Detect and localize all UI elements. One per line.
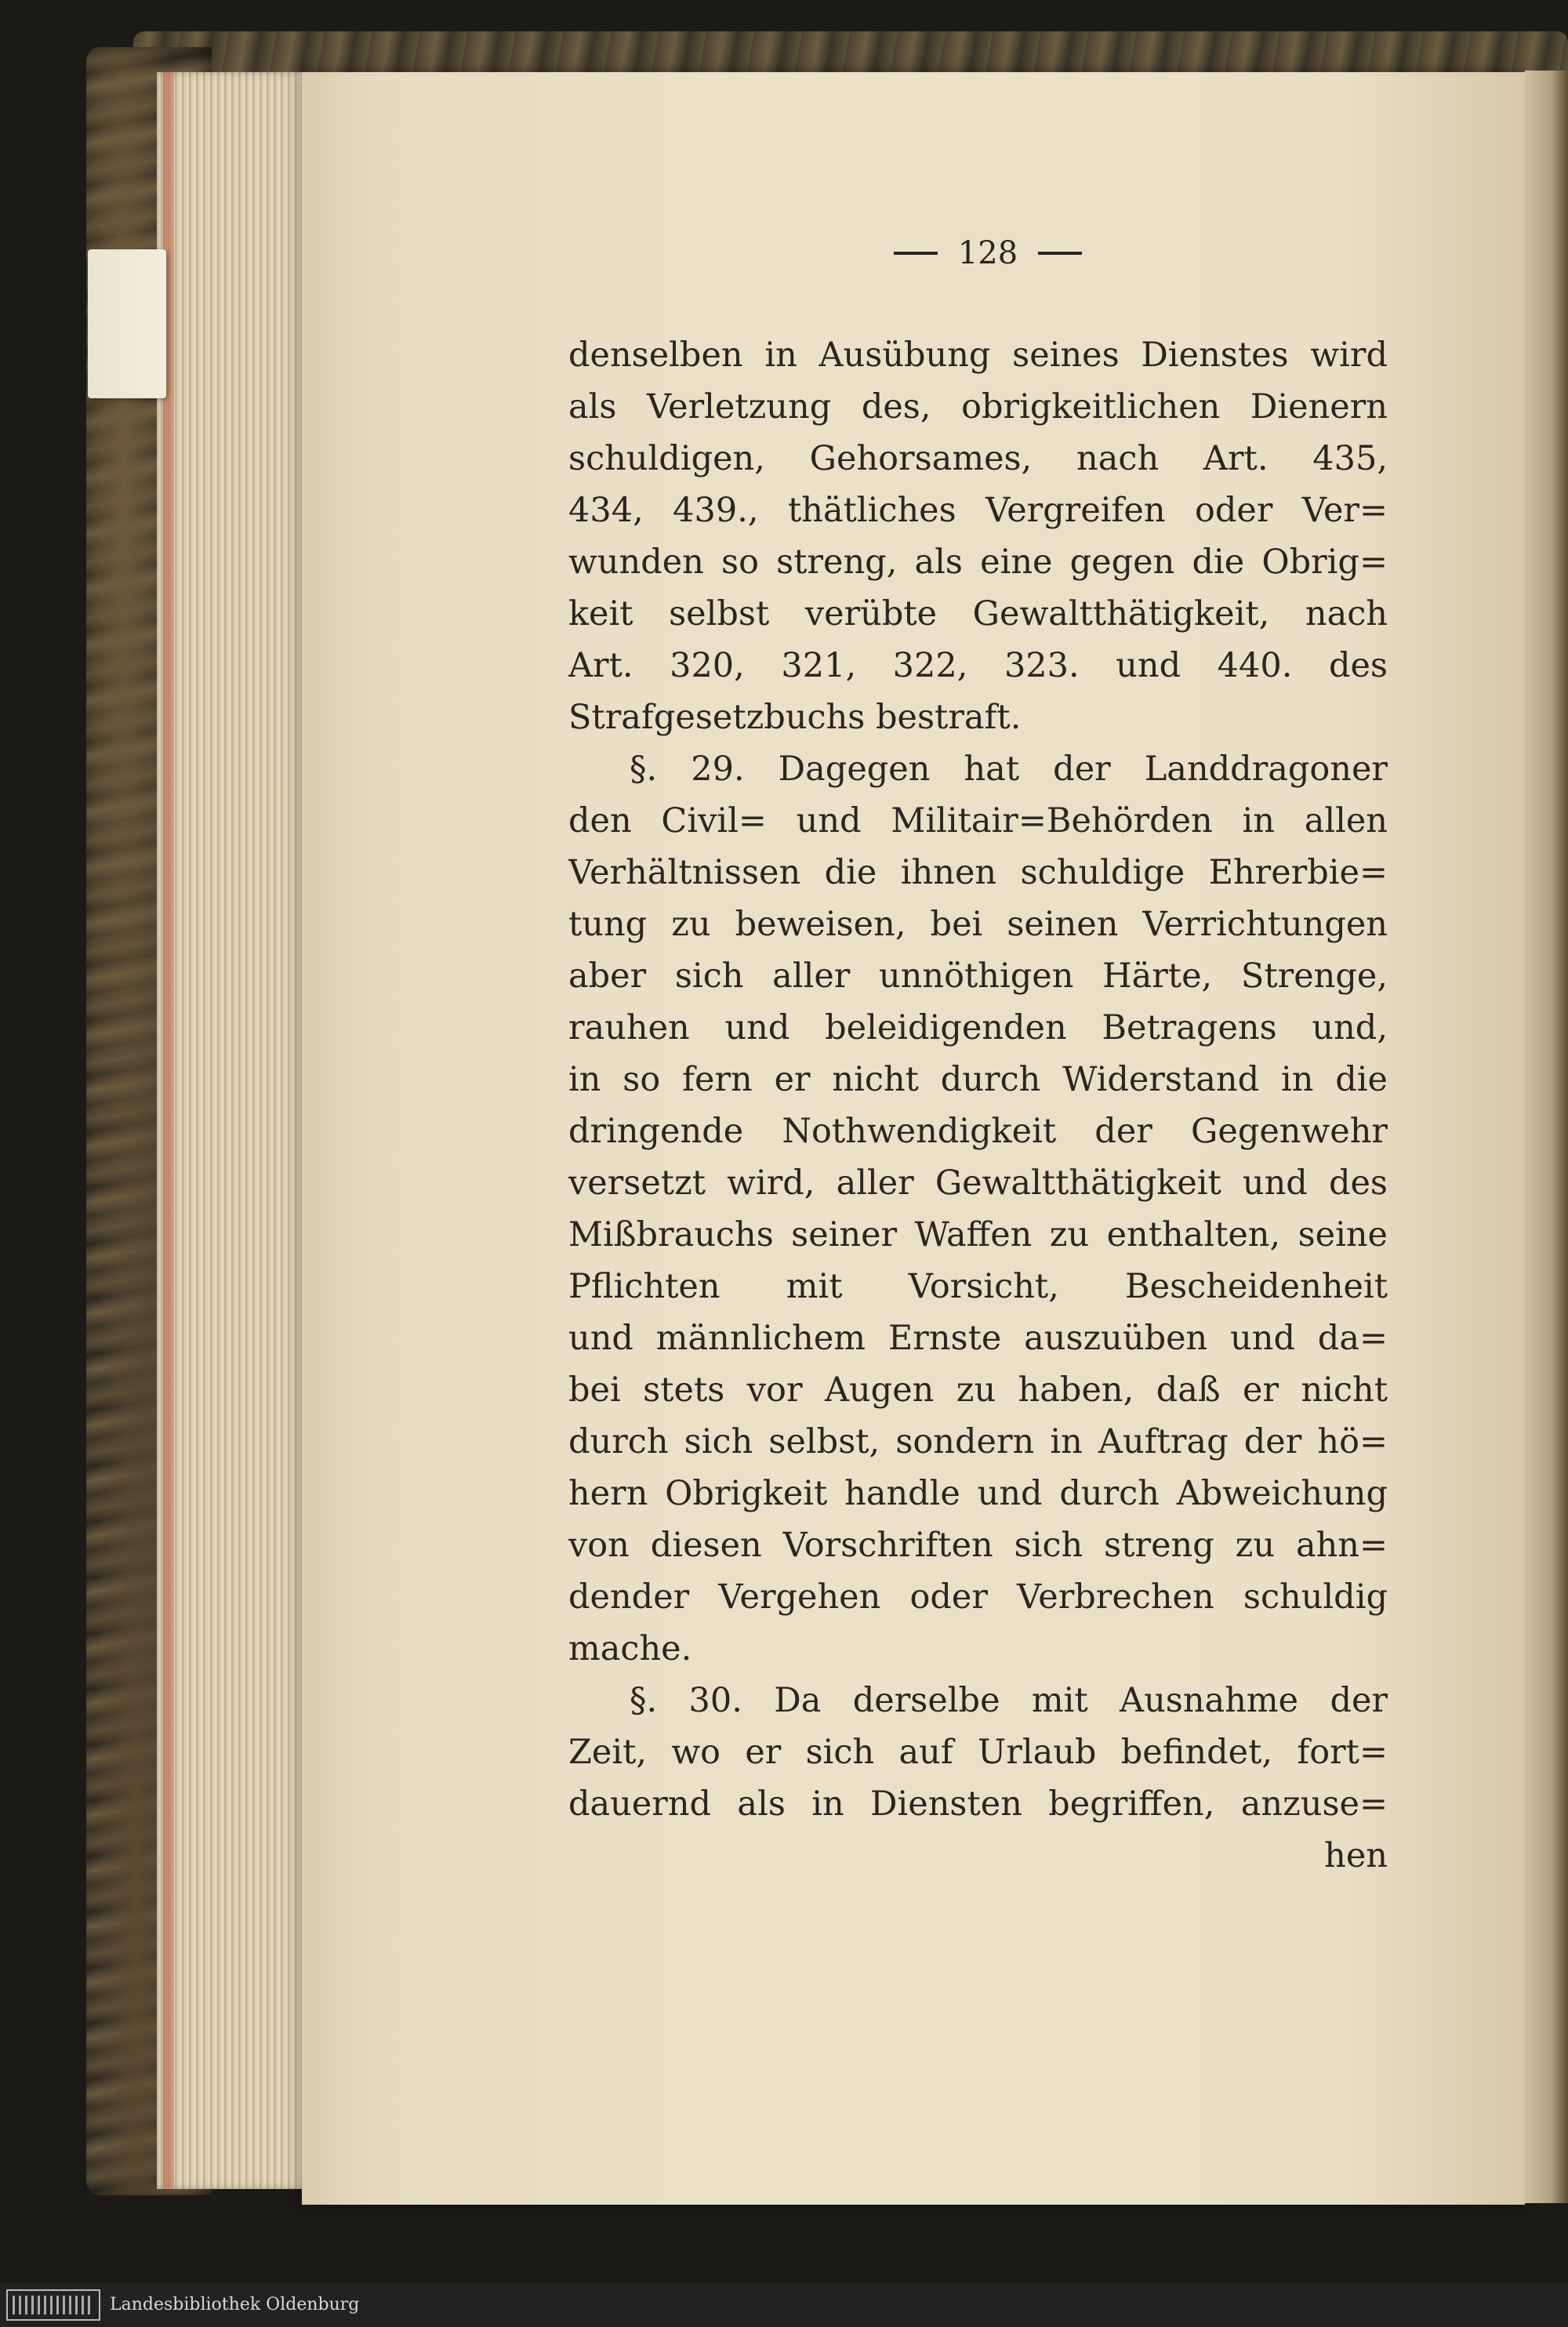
text-line: 434, 439., thätliches Vergreifen oder Ver= (568, 491, 1388, 530)
text-line: hern Obrigkeit handle und durch Abweichung (568, 1474, 1388, 1513)
text-line: tung zu beweisen, bei seinen Verrichtungen (568, 905, 1388, 944)
bookmark-tab (88, 249, 166, 398)
text-line: von diesen Vorschriften sich streng zu ahn= (568, 1526, 1388, 1565)
text-line: durch sich selbst, sondern in Auftrag der hö= (568, 1422, 1388, 1461)
text-line: mache. (568, 1629, 692, 1668)
text-line: Art. 320, 321, 322, 323. und 440. des (568, 646, 1388, 685)
text-line: Mißbrauchs seiner Waffen zu enthalten, seine (568, 1215, 1388, 1254)
paragraph-start-line: §. 30. Da derselbe mit Ausnahme der (630, 1681, 1388, 1720)
paragraph-start-line: §. 29. Dagegen hat der Landdragoner (630, 750, 1388, 789)
text-line: keit selbst verübte Gewaltthätigkeit, nach (568, 594, 1388, 633)
text-line: Zeit, wo er sich auf Urlaub befindet, fort= (568, 1733, 1388, 1772)
text-line: als Verletzung des, obrigkeitlichen Dienern (568, 387, 1388, 427)
text-line: den Civil= und Militair=Behörden in allen (568, 801, 1388, 840)
text-line: dender Vergehen oder Verbrechen schuldig (568, 1577, 1388, 1617)
text-line: denselben in Ausübung seines Dienstes wird (568, 336, 1388, 375)
text-line: wunden so streng, als eine gegen die Obrig= (568, 543, 1388, 582)
text-line: und männlichem Ernste auszuüben und da= (568, 1319, 1388, 1358)
text-line: aber sich aller unnöthigen Härte, Strenge, (568, 957, 1388, 996)
page-number: 128 (957, 235, 1018, 271)
library-name: Landesbibliothek Oldenburg (110, 2295, 360, 2314)
dash-left (894, 252, 938, 255)
text-line: Pflichten mit Vorsicht, Bescheidenheit (568, 1267, 1388, 1306)
text-line: schuldigen, Gehorsames, nach Art. 435, (568, 439, 1388, 478)
text-line: rauhen und beleidigenden Betragens und, (568, 1008, 1388, 1047)
page-number-header (855, 235, 1121, 271)
catchword: hen (1324, 1836, 1388, 1875)
library-footer-bar (0, 2283, 1568, 2327)
dash-right (1038, 252, 1082, 255)
text-line: bei stets vor Augen zu haben, daß er nicht (568, 1370, 1388, 1410)
opposite-page-edge (1525, 71, 1568, 2203)
library-logo-icon (6, 2289, 100, 2321)
text-line: Strafgesetzbuchs bestraft. (568, 698, 1022, 737)
text-line: versetzt wird, aller Gewaltthätigkeit und des (568, 1164, 1388, 1203)
page-text-body (568, 329, 1388, 1882)
text-line: dauernd als in Diensten begriffen, anzuse= (568, 1784, 1388, 1824)
text-line: in so fern er nicht durch Widerstand in die (568, 1060, 1388, 1099)
text-line: dringende Nothwendigkeit der Gegenwehr (568, 1112, 1388, 1151)
page-edge-stack (157, 72, 314, 2189)
text-line: Verhältnissen die ihnen schuldige Ehrerbie= (568, 853, 1388, 892)
